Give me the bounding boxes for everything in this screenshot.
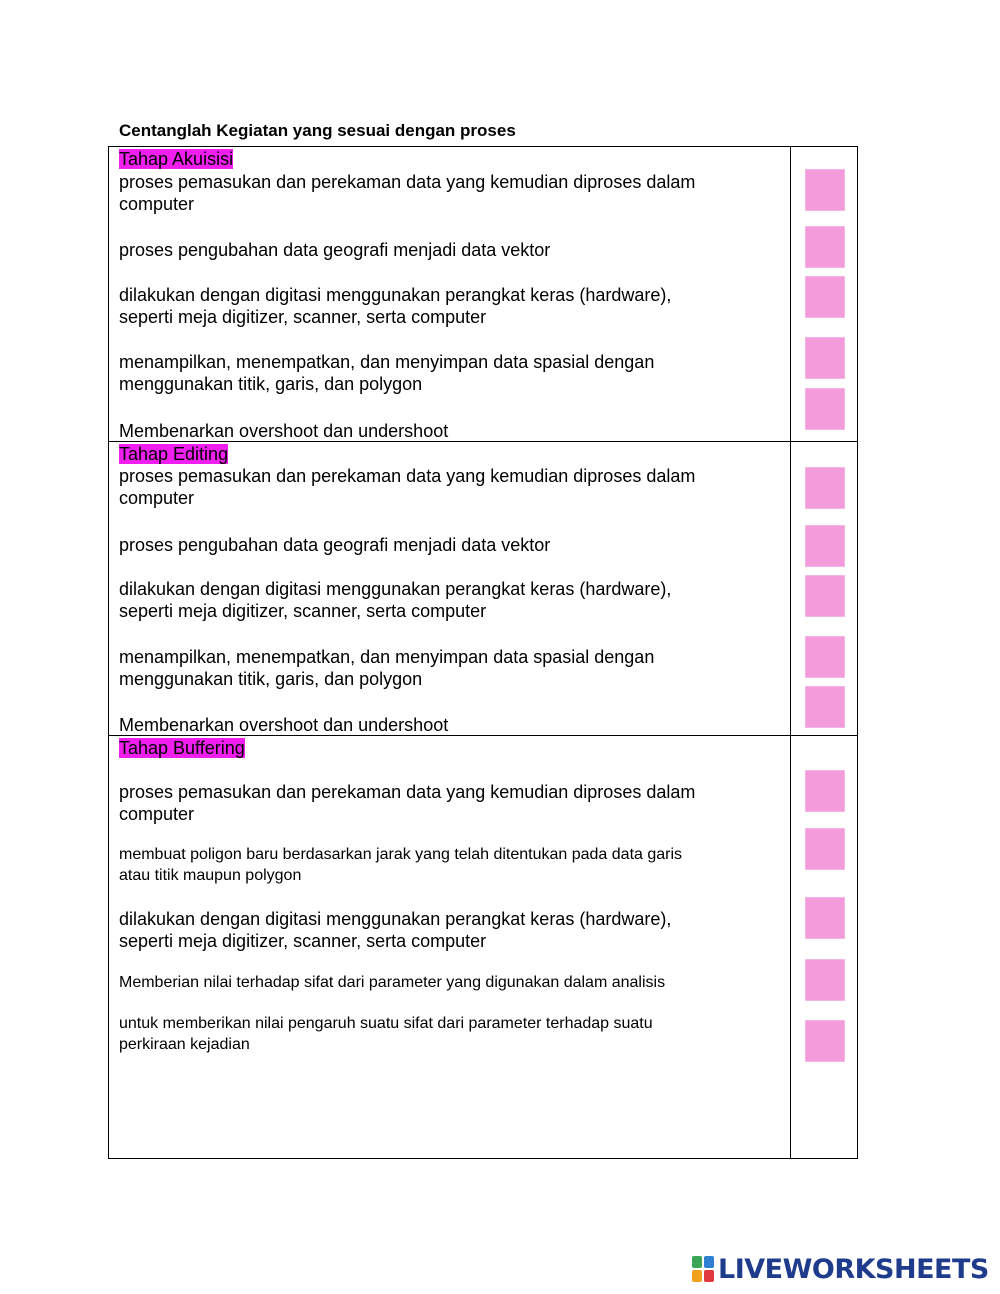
list-item: Membenarkan overshoot dan undershoot [119,421,449,441]
checkbox-akuisisi-1[interactable] [805,169,845,211]
checkbox-buffering-2[interactable] [805,828,845,870]
section-heading-buffering: Tahap Buffering [119,738,245,758]
checkbox-buffering-4[interactable] [805,959,845,1001]
liveworksheets-logo-icon [692,1256,714,1282]
list-item: dilakukan dengan digitasi menggunakan perangkat keras (hardware), seperti meja digitizer, scanner, serta computer [119,285,672,327]
list-item: membuat poligon baru berdasarkan jarak yang telah ditentukan pada data garis atau titik maupun polygon [119,846,683,884]
list-item: Membenarkan overshoot dan undershoot [119,715,449,735]
list-item: menampilkan, menempatkan, dan menyimpan data spasial dengan menggunakan titik, garis, dan polygon [119,647,655,689]
checkbox-akuisisi-5[interactable] [805,388,845,430]
list-item: menampilkan, menempatkan, dan menyimpan data spasial dengan menggunakan titik, garis, dan polygon [119,352,655,394]
checkbox-editing-2[interactable] [805,525,845,567]
section-heading-akuisisi: Tahap Akuisisi [119,149,234,169]
section-heading-editing: Tahap Editing [119,444,229,464]
list-item: proses pemasukan dan perekaman data yang kemudian diproses dalam computer [119,466,696,508]
liveworksheets-logo[interactable] [692,1253,989,1285]
list-item: Memberian nilai terhadap sifat dari parameter yang digunakan dalam analisis [119,974,666,991]
checkbox-editing-1[interactable] [805,467,845,509]
logo-text: LIVEWORKSHEETS [718,1253,989,1285]
list-item: proses pengubahan data geografi menjadi data vektor [119,240,551,260]
list-item: dilakukan dengan digitasi menggunakan perangkat keras (hardware), seperti meja digitizer, scanner, serta computer [119,579,672,621]
checkbox-akuisisi-4[interactable] [805,337,845,379]
checkbox-akuisisi-2[interactable] [805,226,845,268]
list-item: dilakukan dengan digitasi menggunakan perangkat keras (hardware), seperti meja digitizer, scanner, serta computer [119,909,672,951]
list-item: untuk memberikan nilai pengaruh suatu sifat dari parameter terhadap suatu perkiraan kejadian [119,1015,653,1053]
list-item: proses pemasukan dan perekaman data yang kemudian diproses dalam computer [119,782,696,824]
checkbox-buffering-3[interactable] [805,897,845,939]
list-item: proses pemasukan dan perekaman data yang kemudian diproses dalam computer [119,172,696,214]
checkbox-buffering-1[interactable] [805,770,845,812]
checkbox-akuisisi-3[interactable] [805,276,845,318]
checkbox-editing-3[interactable] [805,575,845,617]
checkbox-editing-4[interactable] [805,636,845,678]
list-item: proses pengubahan data geografi menjadi data vektor [119,535,551,555]
checkbox-editing-5[interactable] [805,686,845,728]
page-title: Centanglah Kegiatan yang sesuai dengan proses [119,121,516,140]
checkbox-buffering-5[interactable] [805,1020,845,1062]
column-divider [790,147,791,1158]
